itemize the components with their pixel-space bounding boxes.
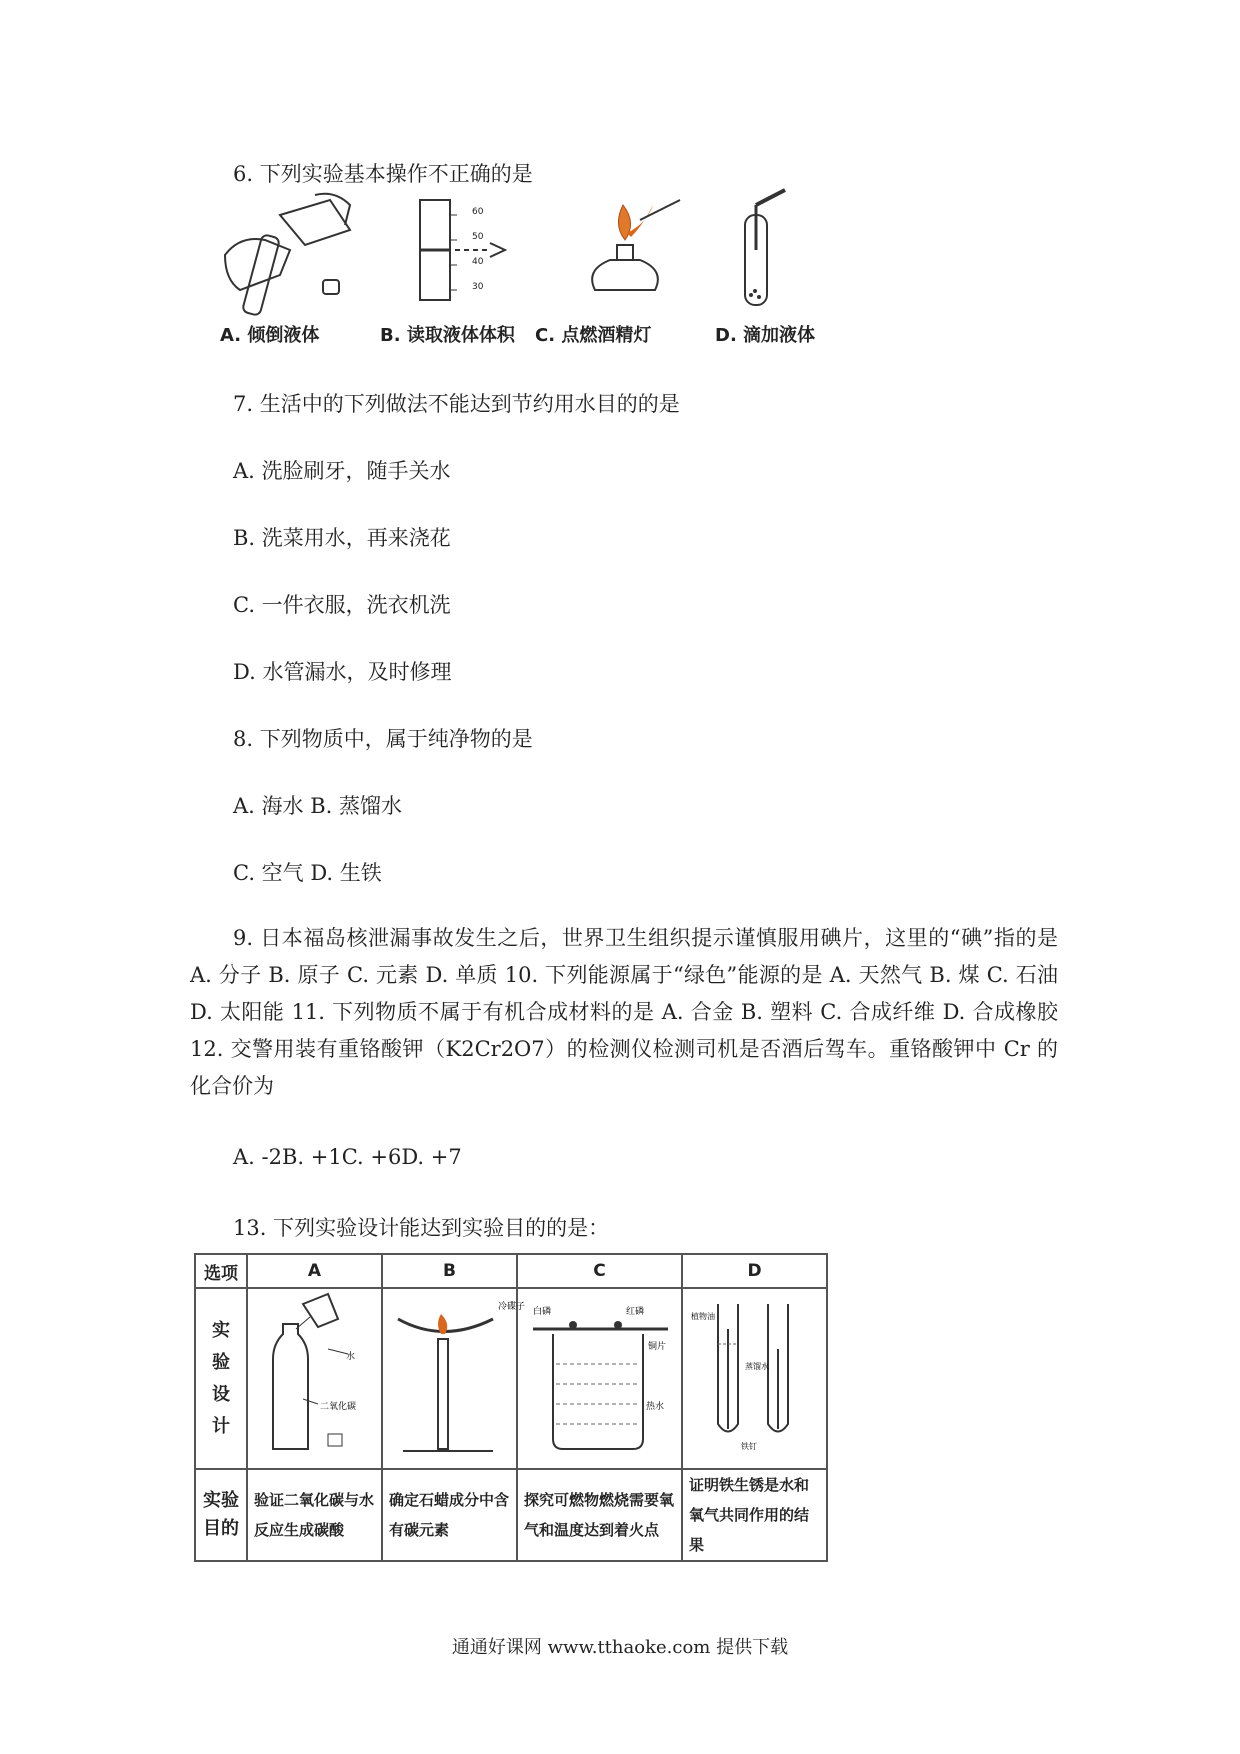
q7-option-d: D. 水管漏水，及时修理 xyxy=(233,660,452,684)
q7-option-a: A. 洗脸刷牙，随手关水 xyxy=(233,459,451,483)
q6-caption-a: A. 倾倒液体 xyxy=(220,325,320,346)
label-water: 水 xyxy=(346,1352,356,1362)
design-c xyxy=(517,1288,682,1469)
purpose-b: 确定石蜡成分中含有碳元素 xyxy=(382,1469,517,1561)
label-white-phosphorus: 白磷 xyxy=(533,1307,552,1317)
q13-table xyxy=(194,1253,828,1562)
label-iron-nail: 铁钉 xyxy=(741,1442,757,1451)
label-hot-water: 热水 xyxy=(646,1402,665,1412)
q6-caption-c: C. 点燃酒精灯 xyxy=(535,325,652,346)
label-co2: 二氧化碳 xyxy=(320,1402,357,1412)
q12-options: A. -2B. +1C. +6D. +7 xyxy=(233,1145,462,1169)
purpose-a: 验证二氧化碳与水反应生成碳酸 xyxy=(247,1469,382,1561)
cylinder-scale: 60 50 40 30 xyxy=(472,207,484,292)
q7-stem: 7. 生活中的下列做法不能达到节约用水目的的是 xyxy=(233,392,680,416)
col-header-a: A xyxy=(247,1254,382,1288)
label-red-phosphorus: 红磷 xyxy=(626,1307,645,1317)
row-label-design: 实验设计 xyxy=(195,1288,247,1469)
purpose-d: 证明铁生锈是水和氧气共同作用的结果 xyxy=(682,1469,827,1561)
design-d xyxy=(682,1288,827,1469)
candle-plate-illustration xyxy=(383,1289,526,1464)
label-distilled-water: 蒸馏水 xyxy=(745,1362,769,1371)
q7-option-b: B. 洗菜用水，再来浇花 xyxy=(233,526,451,550)
col-header-c: C xyxy=(517,1254,682,1288)
q13-stem: 13. 下列实验设计能达到实验目的的是： xyxy=(233,1216,610,1240)
co2-bottle-illustration xyxy=(248,1289,381,1464)
purpose-c: 探究可燃物燃烧需要氧气和温度达到着火点 xyxy=(517,1469,682,1561)
q6-caption-b: B. 读取液体体积 xyxy=(380,325,515,346)
label-plant-oil: 植物油 xyxy=(691,1312,715,1321)
q8-option-cd: C. 空气 D. 生铁 xyxy=(233,861,382,885)
row-label-purpose: 实验目的 xyxy=(195,1469,247,1561)
col-header-b: B xyxy=(382,1254,517,1288)
phosphorus-beaker-illustration xyxy=(518,1289,681,1464)
q6-caption-d: D. 滴加液体 xyxy=(715,325,816,346)
design-a xyxy=(247,1288,382,1469)
q7-option-c: C. 一件衣服，洗衣机洗 xyxy=(233,593,451,617)
label-cold-plate: 冷碟子 xyxy=(498,1302,526,1312)
q9-12-paragraph: 9. 日本福岛核泄漏事故发生之后，世界卫生组织提示谨慎服用碘片，这里的“碘”指的是 A. 分子 B. 原子 C. 元素 D. 单质 10. 下列能源属于“绿色”能源的是 A. 天然气 B. 煤 C. 石油 D. 太阳能 11. 下列物质不属于有机合成材料的是 A. 合金 B. 塑料 C. 合成纤维 D. 合成橡胶 12. 交警用装有重铬酸钾（K2Cr2O7）的检测仪检测司机是否酒后驾车。重铬酸钾中 Cr 的化合价为 xyxy=(190,926,1058,1098)
q8-stem: 8. 下列物质中，属于纯净物的是 xyxy=(233,727,533,751)
test-tubes-illustration xyxy=(683,1289,826,1464)
table-corner: 选项 xyxy=(195,1254,247,1288)
label-copper-sheet: 铜片 xyxy=(648,1342,667,1352)
col-header-d: D xyxy=(682,1254,827,1288)
q6-stem: 6. 下列实验基本操作不正确的是 xyxy=(233,162,533,186)
design-b xyxy=(382,1288,526,1469)
page-footer: 通通好课网 www.tthaoke.com 提供下载 xyxy=(451,1637,789,1658)
q6-figure xyxy=(220,195,840,345)
q8-option-ab: A. 海水 B. 蒸馏水 xyxy=(233,794,402,818)
